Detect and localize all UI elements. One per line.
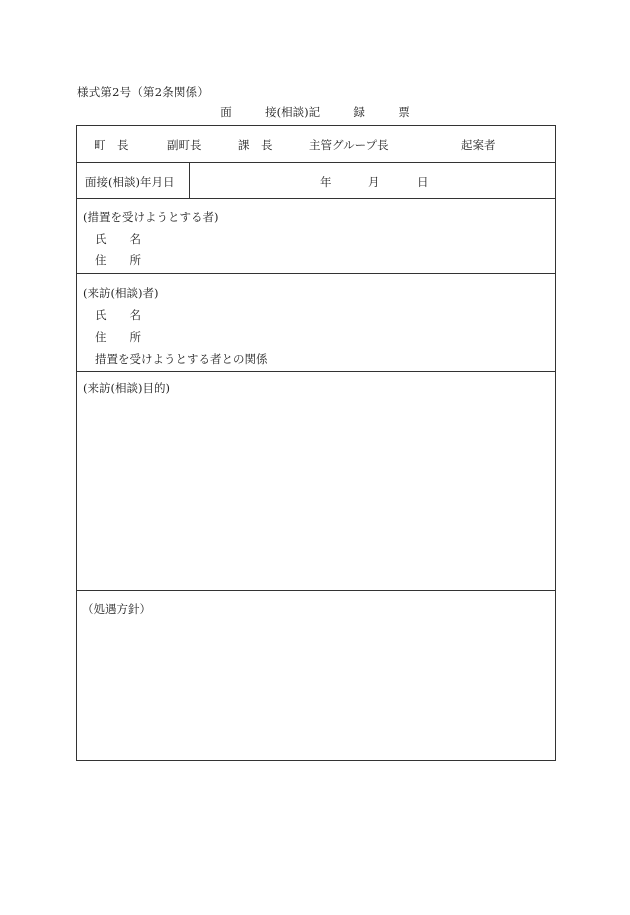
approval-section-chief: 課 長 [238, 138, 273, 152]
approval-drafter: 起案者 [461, 138, 496, 152]
subject-section [77, 199, 555, 274]
interview-date-label: 面接(相談)年月日 [85, 175, 175, 189]
purpose-heading: (来訪(相談)目的) [83, 381, 170, 395]
policy-section [77, 591, 555, 760]
approval-deputy-mayor: 副町長 [167, 138, 202, 152]
approval-group-leader: 主管グループ長 [309, 138, 389, 152]
title-part-4: 票 [398, 105, 410, 119]
interview-date-day: 日 [417, 175, 429, 189]
purpose-section [77, 372, 555, 591]
policy-heading: （処遇方針） [82, 602, 151, 616]
document-title [0, 104, 630, 120]
visitor-heading: (来訪(相談)者) [83, 286, 159, 300]
visitor-section [77, 274, 555, 372]
interview-date-year: 年 [320, 175, 332, 189]
subject-name-label: 氏 名 [95, 232, 141, 246]
approval-mayor: 町 長 [94, 138, 129, 152]
interview-record-table [76, 125, 556, 761]
subject-address-label: 住 所 [95, 253, 141, 267]
visitor-name-label: 氏 名 [95, 308, 141, 322]
subject-heading: (措置を受けようとする者) [83, 210, 219, 224]
interview-date-row [77, 163, 555, 199]
form-number: 様式第2号（第2条関係） [77, 85, 210, 99]
title-part-2: 接(相談)記 [265, 105, 321, 119]
approval-row [77, 126, 555, 163]
visitor-relation-label: 措置を受けようとする者との関係 [95, 352, 268, 366]
title-part-3: 録 [353, 105, 365, 119]
interview-date-month: 月 [368, 175, 380, 189]
title-part-1: 面 [220, 105, 232, 119]
visitor-address-label: 住 所 [95, 330, 141, 344]
interview-date-divider [189, 163, 190, 198]
